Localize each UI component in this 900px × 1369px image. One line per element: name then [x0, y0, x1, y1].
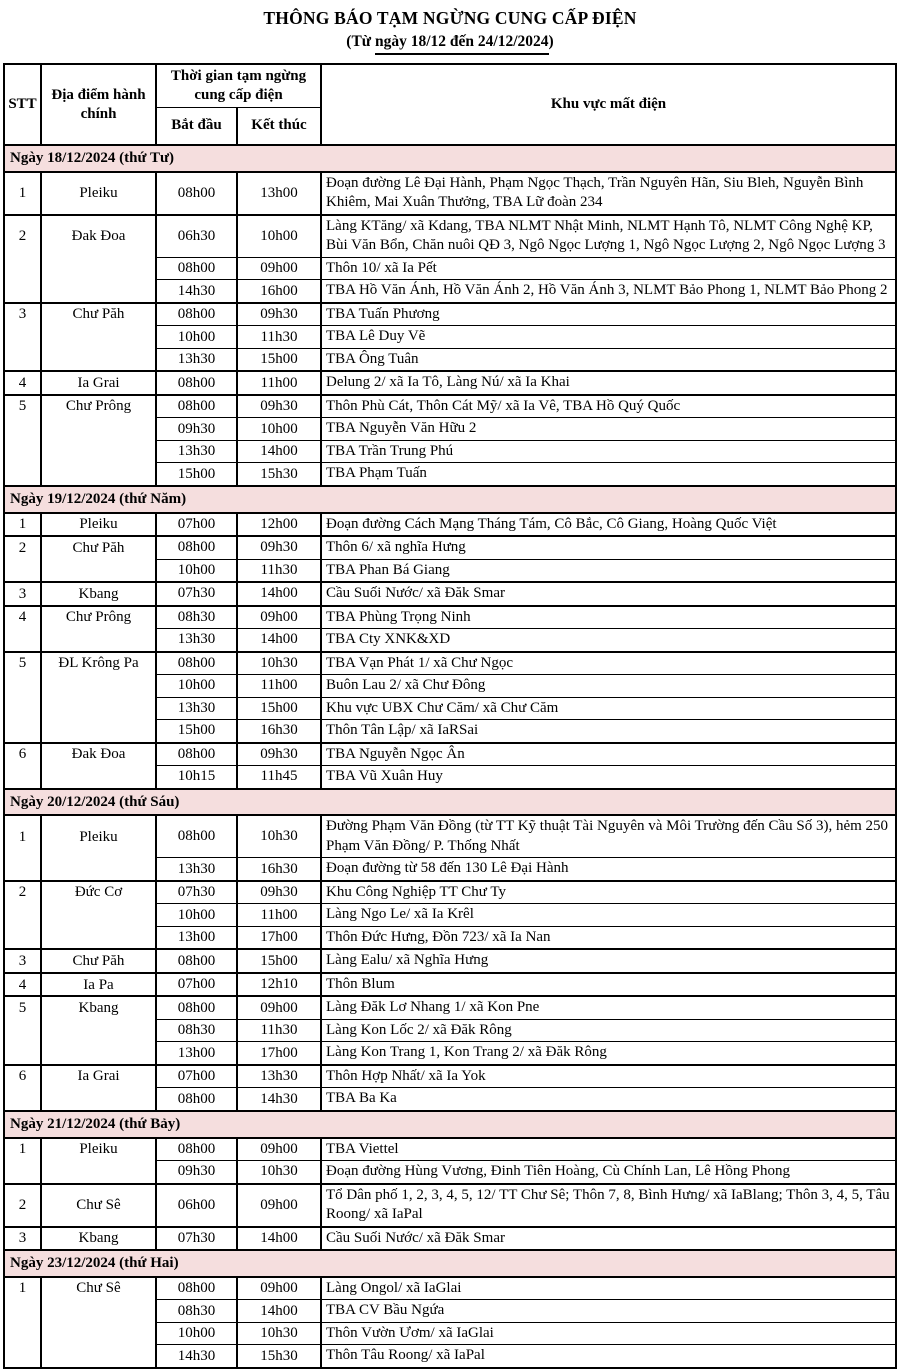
- location-cell: Chư Prông: [41, 395, 156, 486]
- area-cell: Làng Ongol/ xã IaGlai: [321, 1277, 896, 1300]
- date-band-label: Ngày 23/12/2024 (thứ Hai): [4, 1250, 896, 1277]
- area-cell: TBA Cty XNK&XD: [321, 629, 896, 652]
- start-time-cell: 14h30: [156, 1345, 237, 1368]
- start-time-cell: 08h00: [156, 172, 237, 215]
- start-time-cell: 07h30: [156, 1227, 237, 1251]
- stt-cell: 3: [4, 582, 41, 606]
- date-band-label: Ngày 20/12/2024 (thứ Sáu): [4, 789, 896, 816]
- end-time-cell: 15h00: [237, 697, 321, 720]
- area-cell: Thôn Hợp Nhất/ xã Ia Yok: [321, 1065, 896, 1088]
- location-cell: Kbang: [41, 1227, 156, 1251]
- area-cell: Tổ Dân phố 1, 2, 3, 4, 5, 12/ TT Chư Sê; Thôn 7, 8, Bình Hưng/ xã IaBlang; Thôn 3, 4, 5, Tâu Roong/ xã IaPal: [321, 1184, 896, 1227]
- table-row: [4, 303, 896, 326]
- end-time-cell: 12h00: [237, 513, 321, 537]
- start-time-cell: 08h00: [156, 303, 237, 326]
- end-time-cell: 14h00: [237, 1227, 321, 1251]
- end-time-cell: 09h30: [237, 303, 321, 326]
- table-row: [4, 215, 896, 258]
- end-time-cell: 16h30: [237, 720, 321, 743]
- location-cell: Kbang: [41, 582, 156, 606]
- area-cell: TBA Lê Duy Vẽ: [321, 326, 896, 349]
- end-time-cell: 15h30: [237, 1345, 321, 1368]
- start-time-cell: 07h30: [156, 881, 237, 904]
- area-cell: Đoạn đường Cách Mạng Tháng Tám, Cô Bắc, Cô Giang, Hoàng Quốc Việt: [321, 513, 896, 537]
- table-row: [4, 1277, 896, 1300]
- end-time-cell: 09h30: [237, 881, 321, 904]
- area-cell: Thôn Vườn Ươm/ xã IaGlai: [321, 1322, 896, 1345]
- start-time-cell: 06h00: [156, 1184, 237, 1227]
- end-time-cell: 10h00: [237, 215, 321, 258]
- end-time-cell: 09h30: [237, 743, 321, 766]
- area-cell: TBA Vũ Xuân Huy: [321, 766, 896, 789]
- stt-cell: 3: [4, 1227, 41, 1251]
- end-time-cell: 15h00: [237, 949, 321, 973]
- area-cell: TBA Vạn Phát 1/ xã Chư Ngọc: [321, 652, 896, 675]
- start-time-cell: 13h30: [156, 440, 237, 463]
- area-cell: Làng Đăk Lơ Nhang 1/ xã Kon Pne: [321, 996, 896, 1019]
- area-cell: Buôn Lau 2/ xã Chư Đông: [321, 675, 896, 698]
- table-row: [4, 973, 896, 997]
- end-time-cell: 11h00: [237, 675, 321, 698]
- start-time-cell: 09h30: [156, 418, 237, 441]
- area-cell: TBA Ba Ka: [321, 1088, 896, 1111]
- area-cell: Cầu Suối Nước/ xã Đăk Smar: [321, 1227, 896, 1251]
- table-row: [4, 395, 896, 418]
- table-row: [4, 1184, 896, 1227]
- end-time-cell: 16h30: [237, 858, 321, 881]
- end-time-cell: 09h00: [237, 1184, 321, 1227]
- area-cell: TBA Hồ Văn Ánh, Hồ Văn Ánh 2, Hồ Văn Ánh 3, NLMT Bảo Phong 1, NLMT Bảo Phong 2: [321, 280, 896, 303]
- end-time-cell: 15h00: [237, 348, 321, 371]
- date-band-row: [4, 789, 896, 816]
- start-time-cell: 08h00: [156, 652, 237, 675]
- start-time-cell: 10h15: [156, 766, 237, 789]
- area-cell: Làng Kon Lốc 2/ xã Đăk Rông: [321, 1019, 896, 1042]
- end-time-cell: 11h30: [237, 559, 321, 582]
- table-row: [4, 949, 896, 973]
- col-header-area: Khu vực mất điện: [321, 64, 896, 145]
- location-cell: Pleiku: [41, 815, 156, 881]
- end-time-cell: 10h30: [237, 1161, 321, 1184]
- end-time-cell: 09h00: [237, 257, 321, 280]
- start-time-cell: 08h00: [156, 1277, 237, 1300]
- location-cell: Ia Grai: [41, 371, 156, 395]
- date-range-underlined: ngày 18/12 đến 24/12/2024: [375, 33, 549, 55]
- end-time-cell: 13h00: [237, 172, 321, 215]
- area-cell: Làng Ngo Le/ xã Ia Krêl: [321, 904, 896, 927]
- table-row: [4, 606, 896, 629]
- location-cell: Chư Prông: [41, 606, 156, 652]
- table-row: [4, 881, 896, 904]
- start-time-cell: 15h00: [156, 720, 237, 743]
- start-time-cell: 08h30: [156, 1019, 237, 1042]
- end-time-cell: 12h10: [237, 973, 321, 997]
- start-time-cell: 08h30: [156, 1300, 237, 1323]
- table-row: [4, 1227, 896, 1251]
- start-time-cell: 07h30: [156, 582, 237, 606]
- start-time-cell: 08h30: [156, 606, 237, 629]
- table-row: [4, 536, 896, 559]
- area-cell: Thôn Blum: [321, 973, 896, 997]
- start-time-cell: 13h30: [156, 697, 237, 720]
- stt-cell: 4: [4, 606, 41, 652]
- location-cell: ĐL Krông Pa: [41, 652, 156, 743]
- end-time-cell: 14h00: [237, 582, 321, 606]
- notice-date-range: [3, 33, 897, 51]
- area-cell: TBA Trần Trung Phú: [321, 440, 896, 463]
- start-time-cell: 08h00: [156, 996, 237, 1019]
- stt-cell: 4: [4, 973, 41, 997]
- stt-cell: 4: [4, 371, 41, 395]
- date-band-label: Ngày 19/12/2024 (thứ Năm): [4, 486, 896, 513]
- area-cell: TBA Phạm Tuấn: [321, 463, 896, 486]
- start-time-cell: 08h00: [156, 1088, 237, 1111]
- end-time-cell: 10h30: [237, 1322, 321, 1345]
- location-cell: Chư Sê: [41, 1277, 156, 1368]
- location-cell: Chư Sê: [41, 1184, 156, 1227]
- start-time-cell: 15h00: [156, 463, 237, 486]
- col-header-location: Địa điểm hành chính: [41, 64, 156, 145]
- start-time-cell: 07h00: [156, 1065, 237, 1088]
- table-row: [4, 743, 896, 766]
- start-time-cell: 10h00: [156, 559, 237, 582]
- table-row: [4, 172, 896, 215]
- area-cell: Khu vực UBX Chư Căm/ xã Chư Căm: [321, 697, 896, 720]
- start-time-cell: 07h00: [156, 973, 237, 997]
- stt-cell: 5: [4, 395, 41, 486]
- table-header: [4, 64, 896, 145]
- col-header-start: Bắt đầu: [156, 107, 237, 145]
- area-cell: Thôn Tân Lập/ xã IaRSai: [321, 720, 896, 743]
- area-cell: Làng Kon Trang 1, Kon Trang 2/ xã Đăk Rông: [321, 1042, 896, 1065]
- date-band-row: [4, 1111, 896, 1138]
- area-cell: TBA Tuấn Phương: [321, 303, 896, 326]
- stt-cell: 5: [4, 996, 41, 1065]
- table-row: [4, 1065, 896, 1088]
- area-cell: TBA CV Bầu Ngứa: [321, 1300, 896, 1323]
- start-time-cell: 08h00: [156, 949, 237, 973]
- date-band-row: [4, 145, 896, 172]
- start-time-cell: 08h00: [156, 1138, 237, 1161]
- col-header-stt: STT: [4, 64, 41, 145]
- area-cell: TBA Nguyễn Ngọc Ân: [321, 743, 896, 766]
- date-range-prefix: (Từ: [346, 33, 375, 50]
- start-time-cell: 13h30: [156, 348, 237, 371]
- location-cell: Đức Cơ: [41, 881, 156, 950]
- start-time-cell: 08h00: [156, 815, 237, 858]
- stt-cell: 1: [4, 172, 41, 215]
- stt-cell: 1: [4, 815, 41, 881]
- table-row: [4, 996, 896, 1019]
- start-time-cell: 13h00: [156, 1042, 237, 1065]
- end-time-cell: 10h00: [237, 418, 321, 441]
- end-time-cell: 09h00: [237, 996, 321, 1019]
- end-time-cell: 14h00: [237, 629, 321, 652]
- start-time-cell: 08h00: [156, 371, 237, 395]
- stt-cell: 2: [4, 536, 41, 582]
- outage-schedule-table: [3, 63, 897, 1369]
- end-time-cell: 11h00: [237, 371, 321, 395]
- stt-cell: 6: [4, 743, 41, 789]
- area-cell: TBA Phan Bá Giang: [321, 559, 896, 582]
- start-time-cell: 09h30: [156, 1161, 237, 1184]
- start-time-cell: 10h00: [156, 675, 237, 698]
- table-row: [4, 513, 896, 537]
- stt-cell: 1: [4, 1138, 41, 1184]
- end-time-cell: 11h30: [237, 1019, 321, 1042]
- end-time-cell: 10h30: [237, 652, 321, 675]
- end-time-cell: 17h00: [237, 1042, 321, 1065]
- end-time-cell: 14h00: [237, 1300, 321, 1323]
- end-time-cell: 15h30: [237, 463, 321, 486]
- area-cell: Khu Công Nghiệp TT Chư Ty: [321, 881, 896, 904]
- start-time-cell: 13h30: [156, 629, 237, 652]
- table-row: [4, 371, 896, 395]
- area-cell: TBA Phùng Trọng Ninh: [321, 606, 896, 629]
- start-time-cell: 10h00: [156, 904, 237, 927]
- end-time-cell: 09h30: [237, 536, 321, 559]
- start-time-cell: 13h00: [156, 926, 237, 949]
- table-row: [4, 582, 896, 606]
- location-cell: Pleiku: [41, 172, 156, 215]
- area-cell: Đoạn đường từ 58 đến 130 Lê Đại Hành: [321, 858, 896, 881]
- area-cell: Thôn Tâu Roong/ xã IaPal: [321, 1345, 896, 1368]
- end-time-cell: 09h00: [237, 1277, 321, 1300]
- location-cell: Ia Pa: [41, 973, 156, 997]
- stt-cell: 1: [4, 513, 41, 537]
- start-time-cell: 14h30: [156, 280, 237, 303]
- area-cell: Đường Phạm Văn Đồng (từ TT Kỹ thuật Tài Nguyên và Môi Trường đến Cầu Số 3), hẻm 250 Phạm Văn Đồng/ P. Thống Nhất: [321, 815, 896, 858]
- stt-cell: 2: [4, 881, 41, 950]
- end-time-cell: 10h30: [237, 815, 321, 858]
- date-band-label: Ngày 18/12/2024 (thứ Tư): [4, 145, 896, 172]
- start-time-cell: 08h00: [156, 536, 237, 559]
- area-cell: Delung 2/ xã Ia Tô, Làng Nú/ xã Ia Khai: [321, 371, 896, 395]
- start-time-cell: 08h00: [156, 743, 237, 766]
- col-header-end: Kết thúc: [237, 107, 321, 145]
- date-range-suffix: ): [548, 33, 554, 50]
- area-cell: TBA Viettel: [321, 1138, 896, 1161]
- end-time-cell: 11h00: [237, 904, 321, 927]
- table-row: [4, 1138, 896, 1161]
- stt-cell: 6: [4, 1065, 41, 1111]
- date-band-row: [4, 486, 896, 513]
- start-time-cell: 08h00: [156, 395, 237, 418]
- end-time-cell: 14h00: [237, 440, 321, 463]
- area-cell: Cầu Suối Nước/ xã Đăk Smar: [321, 582, 896, 606]
- start-time-cell: 08h00: [156, 257, 237, 280]
- outage-table-body: [4, 145, 896, 1368]
- table-row: [4, 652, 896, 675]
- end-time-cell: 09h30: [237, 395, 321, 418]
- area-cell: Làng KTăng/ xã Kdang, TBA NLMT Nhật Minh, NLMT Hạnh Tô, NLMT Công Nghệ KP, Bùi Văn Bổn, Chăn nuôi QĐ 3, Ngô Ngọc Lượng 1, Ngô Ngọc Lượng 2, Ngô Ngọc Lượng 3: [321, 215, 896, 258]
- area-cell: Thôn 10/ xã Ia Pết: [321, 257, 896, 280]
- end-time-cell: 09h00: [237, 606, 321, 629]
- area-cell: Đoạn đường Hùng Vương, Đinh Tiên Hoàng, Cù Chính Lan, Lê Hồng Phong: [321, 1161, 896, 1184]
- area-cell: Làng Ealu/ xã Nghĩa Hưng: [321, 949, 896, 973]
- stt-cell: 1: [4, 1277, 41, 1368]
- location-cell: Đak Đoa: [41, 215, 156, 303]
- stt-cell: 2: [4, 1184, 41, 1227]
- date-band-label: Ngày 21/12/2024 (thứ Bảy): [4, 1111, 896, 1138]
- start-time-cell: 13h30: [156, 858, 237, 881]
- area-cell: Thôn Phù Cát, Thôn Cát Mỹ/ xã Ia Vê, TBA Hồ Quý Quốc: [321, 395, 896, 418]
- end-time-cell: 14h30: [237, 1088, 321, 1111]
- stt-cell: 3: [4, 303, 41, 372]
- location-cell: Ia Grai: [41, 1065, 156, 1111]
- start-time-cell: 07h00: [156, 513, 237, 537]
- notice-title: THÔNG BÁO TẠM NGỪNG CUNG CẤP ĐIỆN: [263, 8, 637, 28]
- stt-cell: 3: [4, 949, 41, 973]
- end-time-cell: 09h00: [237, 1138, 321, 1161]
- location-cell: Pleiku: [41, 1138, 156, 1184]
- start-time-cell: 06h30: [156, 215, 237, 258]
- date-band-row: [4, 1250, 896, 1277]
- stt-cell: 2: [4, 215, 41, 303]
- end-time-cell: 17h00: [237, 926, 321, 949]
- area-cell: Thôn Đức Hưng, Đồn 723/ xã Ia Nan: [321, 926, 896, 949]
- location-cell: Chư Păh: [41, 536, 156, 582]
- area-cell: Thôn 6/ xã nghĩa Hưng: [321, 536, 896, 559]
- location-cell: Chư Păh: [41, 949, 156, 973]
- stt-cell: 5: [4, 652, 41, 743]
- start-time-cell: 10h00: [156, 1322, 237, 1345]
- start-time-cell: 10h00: [156, 326, 237, 349]
- location-cell: Kbang: [41, 996, 156, 1065]
- location-cell: Pleiku: [41, 513, 156, 537]
- table-row: [4, 815, 896, 858]
- area-cell: TBA Ông Tuân: [321, 348, 896, 371]
- location-cell: Chư Păh: [41, 303, 156, 372]
- end-time-cell: 13h30: [237, 1065, 321, 1088]
- end-time-cell: 11h30: [237, 326, 321, 349]
- area-cell: Đoạn đường Lê Đại Hành, Phạm Ngọc Thạch, Trần Nguyên Hãn, Siu Bleh, Nguyễn Bình Khiêm, Mai Xuân Thưởng, TBA Lữ đoàn 234: [321, 172, 896, 215]
- location-cell: Đak Đoa: [41, 743, 156, 789]
- end-time-cell: 11h45: [237, 766, 321, 789]
- area-cell: TBA Nguyễn Văn Hữu 2: [321, 418, 896, 441]
- col-header-time-group: Thời gian tạm ngừng cung cấp điện: [156, 64, 321, 107]
- end-time-cell: 16h00: [237, 280, 321, 303]
